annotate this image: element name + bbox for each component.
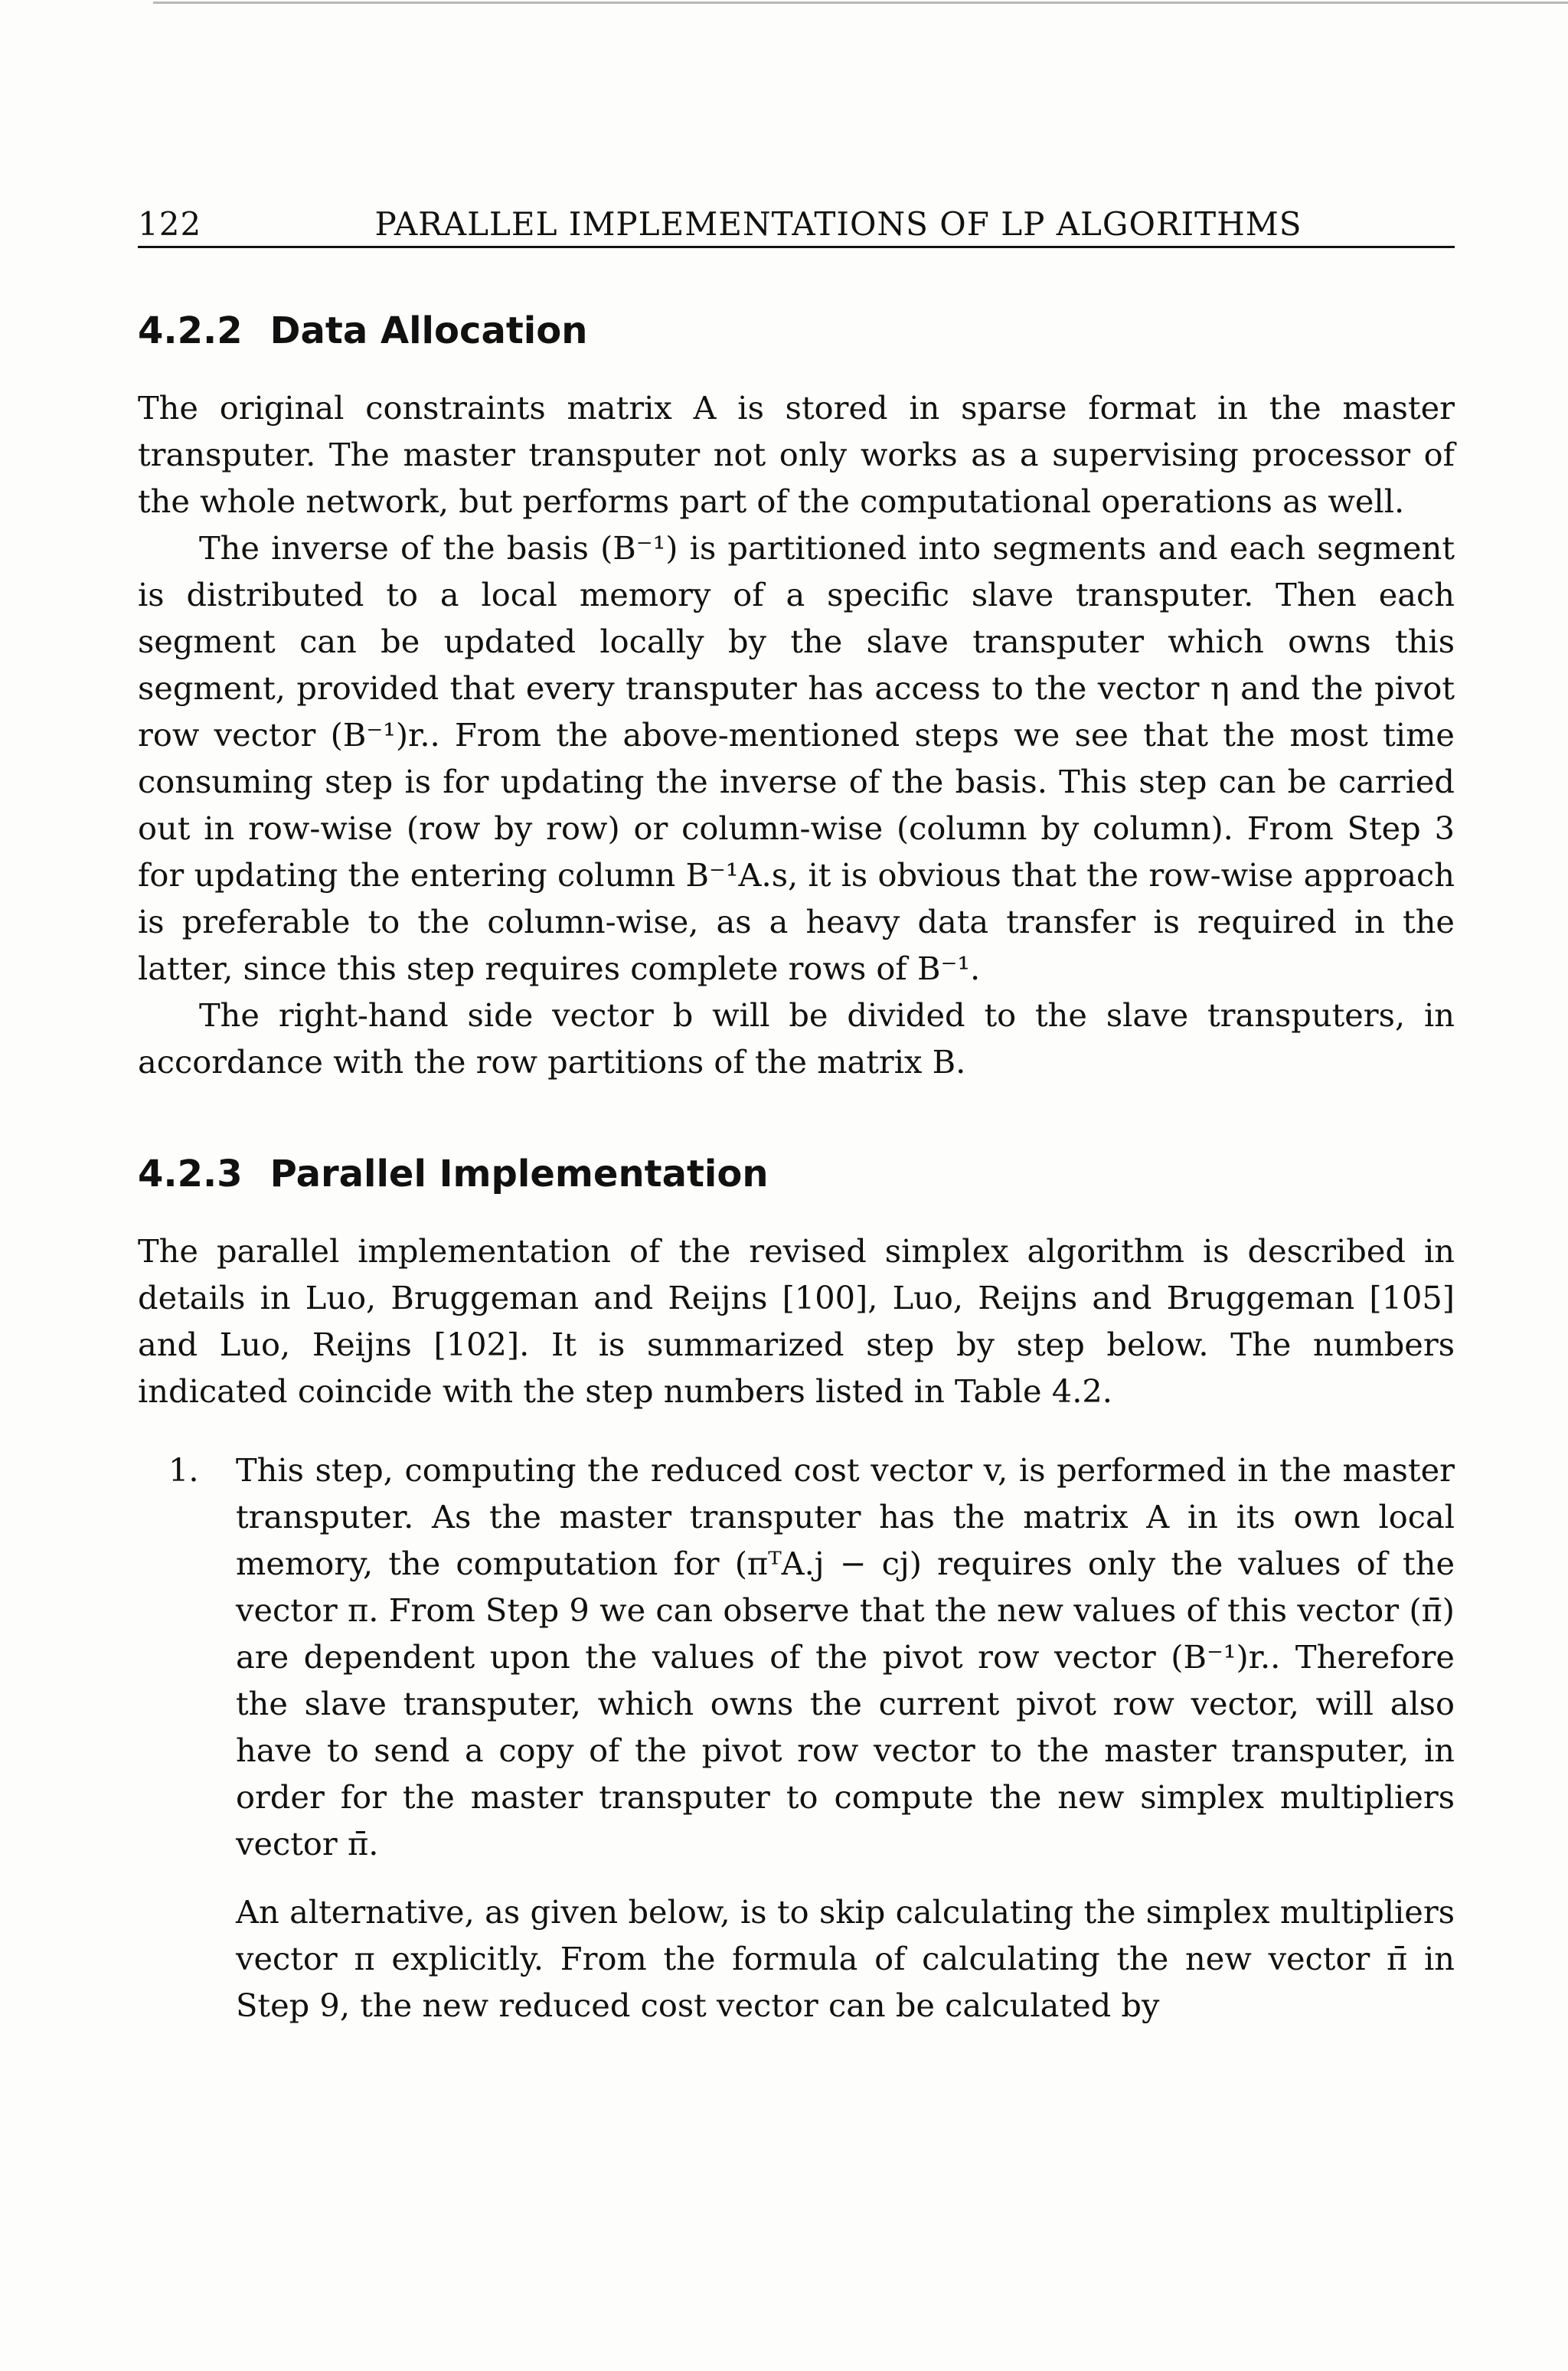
paragraph-rhs-vector: The right-hand side vector b will be divided to the slave transputers, in accordance with the row partitions of the matrix B. xyxy=(138,996,1455,1081)
list-marker: 1. xyxy=(168,1451,199,1489)
paragraph-basis-inverse: The inverse of the basis (B⁻¹) is partitioned into segments and each segment is distributed to a local memory of a specific slave transputer. Then each segment can be updated locally by the slave transputer which owns this segment, provided that every transputer has access to the vector η and the pivot row vector (B⁻¹)r.. From the above-mentioned steps we see that the most time consuming step is for updating the inverse of the basis. This step can be carried out in row-wise (row by row) or column-wise (column by column). From Step 3 for updating the entering column B⁻¹A.s, it is obvious that the row-wise approach is preferable to the column-wise, as a heavy data transfer is required in the latter, since this step requires complete rows of B⁻¹. xyxy=(138,529,1455,987)
section-number: 4.2.2 xyxy=(138,309,243,352)
step-text: This step, computing the reduced cost vector v, is performed in the master transputer. As the master transputer has the matrix A in its own local memory, the computation for (πᵀA.j − cj) requires only the values of the vector π. From Step 9 we can observe that the new values of this vector (π̄) are dependent upon the values of the pivot row vector (B⁻¹)r.. Therefore the slave transputer, which owns the current pivot row vector, will also have to send a copy of the pivot row vector to the master transputer, in order for the master transputer to compute the new simplex multipliers vector π̄. xyxy=(236,1451,1455,1862)
section-title: Data Allocation xyxy=(270,309,588,352)
section-data-allocation xyxy=(138,309,1455,1085)
paragraph-alternative: An alternative, as given below, is to skip calculating the simplex multipliers vector π explicitly. From the formula of calculating the new vector π̄ in Step 9, the new reduced cost vector can be calculated by xyxy=(236,1893,1455,2024)
page-number: 122 xyxy=(138,205,202,243)
section-parallel-implementation xyxy=(138,1153,1455,2029)
running-header xyxy=(138,205,1455,248)
running-title: PARALLEL IMPLEMENTATIONS OF LP ALGORITHMS xyxy=(374,205,1302,243)
section-heading xyxy=(138,1153,1455,1195)
section-heading xyxy=(138,309,1455,352)
paragraph-intro: The parallel implementation of the revised simplex algorithm is described in details in Luo, Bruggeman and Reijns [100], Luo, Reijns and Bruggeman [105] and Luo, Reijns [102]. It is summarized step by step below. The numbers indicated coincide with the step numbers listed in Table 4.2. xyxy=(138,1232,1455,1410)
step-list xyxy=(138,1447,1455,1867)
scan-edge-line xyxy=(153,2,1568,4)
section-title: Parallel Implementation xyxy=(270,1153,769,1195)
list-item xyxy=(138,1447,1455,1867)
section-number: 4.2.3 xyxy=(138,1153,243,1195)
paragraph-storage: The original constraints matrix A is stored in sparse format in the master transputer. The master transputer not only works as a supervising processor of the whole network, but performs part of the computational operations as well. xyxy=(138,389,1455,520)
book-page xyxy=(138,205,1455,2029)
